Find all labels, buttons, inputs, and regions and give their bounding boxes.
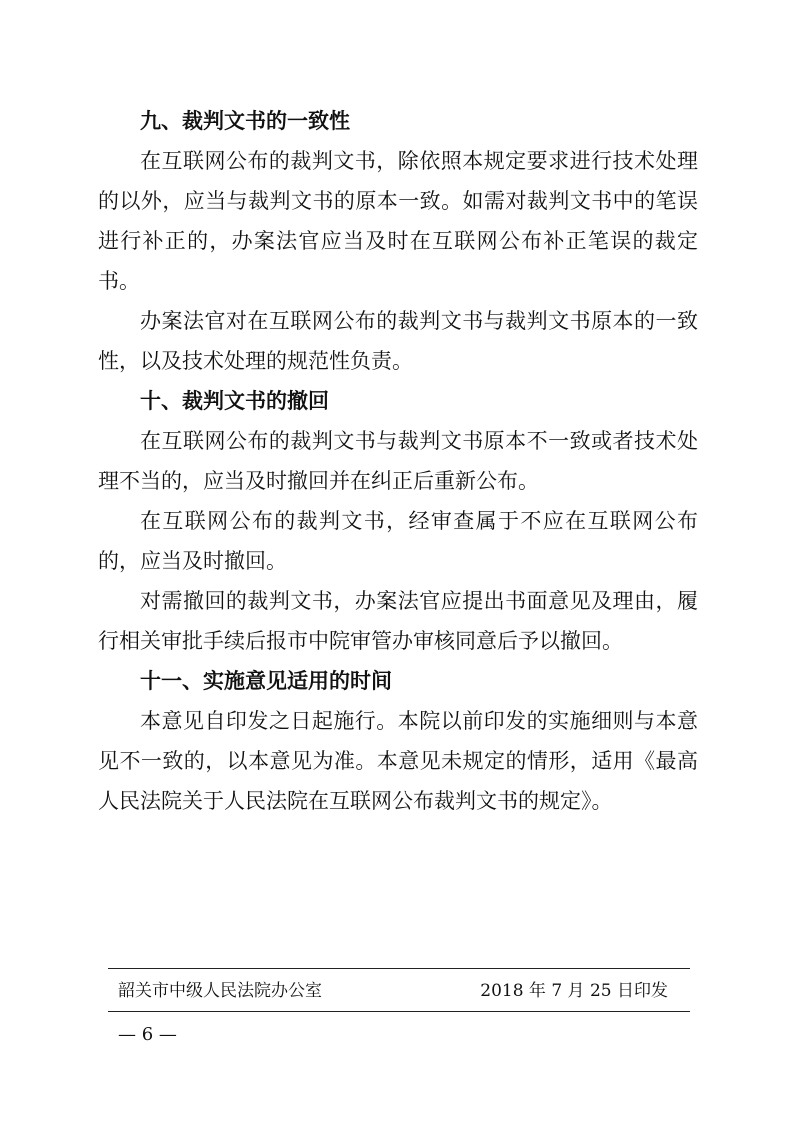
footer-issue-date: 2018 年 7 月 25 日印发 bbox=[480, 981, 668, 1001]
section-heading: 九、裁判文书的一致性 bbox=[140, 109, 350, 133]
paragraph: 本意见自印发之日起施行。本院以前印发的实施细则与本意见不一致的，以本意见为准。本意见未规定的情形，适用《最高人民法院关于人民法院在互联网公布裁判文书的规定》。 bbox=[98, 709, 698, 813]
page-number: — 6 — bbox=[118, 1024, 177, 1045]
paragraph: 在互联网公布的裁判文书，除依照本规定要求进行技术处理的以外，应当与裁判文书的原本一致。如需对裁判文书中的笔误进行补正的，办案法官应当及时在互联网公布补正笔误的裁定书。 bbox=[98, 149, 698, 293]
section-heading: 十、裁判文书的撤回 bbox=[140, 389, 329, 413]
document-body bbox=[98, 101, 698, 821]
paragraph: 在互联网公布的裁判文书，经审查属于不应在互联网公布的，应当及时撤回。 bbox=[98, 509, 698, 573]
section-effective-date bbox=[98, 661, 698, 821]
paragraph: 在互联网公布的裁判文书与裁判文书原本不一致或者技术处理不当的，应当及时撤回并在纠正后重新公布。 bbox=[98, 429, 698, 493]
footer-issuer: 韶关市中级人民法院办公室 bbox=[118, 981, 322, 1001]
paragraph: 对需撤回的裁判文书，办案法官应提出书面意见及理由，履行相关审批手续后报市中院审管办审核同意后予以撤回。 bbox=[98, 589, 698, 653]
section-consistency bbox=[98, 101, 698, 381]
footer-rule-top bbox=[108, 968, 690, 969]
footer-rule-bottom bbox=[108, 1011, 690, 1012]
section-heading: 十一、实施意见适用的时间 bbox=[140, 669, 392, 693]
paragraph: 办案法官对在互联网公布的裁判文书与裁判文书原本的一致性，以及技术处理的规范性负责。 bbox=[98, 309, 698, 373]
section-withdrawal bbox=[98, 381, 698, 661]
